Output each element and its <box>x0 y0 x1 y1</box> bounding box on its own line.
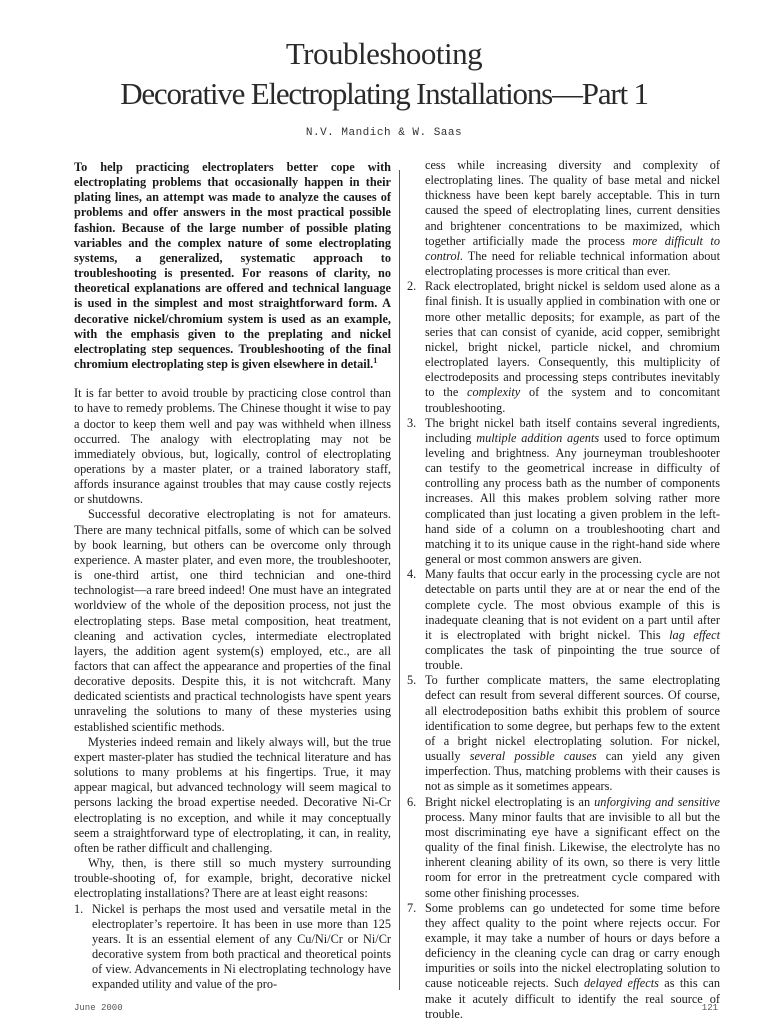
emphasis: unforgiving and sensitive <box>594 794 720 809</box>
right-column <box>407 158 720 1022</box>
list-number: 3. <box>407 415 417 430</box>
column-divider <box>399 170 400 990</box>
emphasis: more difficult to control. <box>425 233 720 263</box>
paragraph-4: Why, then, is there still so much mystery surrounding trouble-shooting of, for example, bright, decorative nickel electroplating installations? There are at least eight reasons: <box>74 856 391 901</box>
abstract <box>74 160 391 372</box>
emphasis: lag effect <box>669 627 720 642</box>
article-title-line1: Troubleshooting <box>285 36 483 71</box>
footer-date: June 2000 <box>74 1003 123 1013</box>
list-item-1-text: Nickel is perhaps the most used and versatile metal in the electroplater’s repertoire. It has been in use more than 125 years. It is an essential element of any Cu/Ni/Cr or Ni/Cr decorative system from both practical and theoretical points of view. Advancements in Ni electroplating technology have expanded utility and value of the pro- <box>92 901 391 992</box>
left-column <box>74 160 391 992</box>
list-item-3: 3. The bright nickel bath itself contains several ingredients, including multiple addition agents used to force optimum leveling and brightness. Any journeyman troubleshooter can testify to the geometrical increase in difficulty of controlling any process bath as the number of components increases. All this makes problem solving rather more complicated than just locating a given problem in the left-hand side of a column on a troubleshooting chart and matching it to its unique cause in the right-hand side where general or most common answers are given. <box>407 415 720 567</box>
list-item-1 <box>74 902 391 993</box>
article-title-line2: Decorative Electroplating Installations—Part 1 <box>120 76 648 111</box>
list-item-2: 2. Rack electroplated, bright nickel is seldom used alone as a final finish. It is usually applied in combination with one or more other metallic deposits; for example, as part of the series that can consist of cyanide, acid copper, semibright nickel, bright nickel, particle nickel, and chromium electroplated layers. Consequently, this multiplicity of electrodeposits and processing steps contributes inevitably to the complexity of the system and to concomitant troubleshooting. <box>407 279 720 415</box>
paragraph-2: Successful decorative electroplating is not for amateurs. There are many technical pitfalls, some of which can be solved by book learning, but others can be overcome only through experience. A master plater, and even more, the troubleshooter, is one-third artist, one third technician and one-third technologist—a rare breed indeed! One must have an integrated worldview of the whole of the deposition process, not just the electroplating steps. Base metal composition, heat treatment, cleaning and activation cycles, intermediate electroplated layers, the addition agent system(s) employed, etc., are all factors that can affect the appearance and properties of the final decorative deposits. Despite this, it is not witchcraft. Many dedicated scientists and practical technologists have spent years unraveling the solutions to many of these mysteries using established scientific methods. <box>74 507 391 734</box>
abstract-text: To help practicing electroplaters better cope with electroplating problems that occasionally happen in their plating lines, an attempt was made to analyze the causes of problems and offer answers in the most practical possible fashion. Because of the large number of possible plating variables and the complex nature of some electroplating systems, a generalized, systematic approach to troubleshooting is presented. For reasons of clarity, no theoretical explanations are offered and technical language is used in the simplest and most straightforward form. A decorative nickel/chromium system is used as an example, with the emphasis given to the preplating and nickel electroplating step sequences. Troubleshooting of the final chromium electroplating step is given elsewhere in detail. <box>74 160 391 372</box>
paragraph-1: It is far better to avoid trouble by practicing close control than to have to remedy problems. The Chinese thought it wise to pay a doctor to keep them well and pay was withheld when illness occurred. The analogy with electroplating may not be immediately obvious, but, logically, control of electroplating operations by a master plater, or a trained laboratory staff, affords insurance against troubles that may cause costly rejects or shutdowns. <box>74 386 391 507</box>
list-number: 6. <box>407 794 417 809</box>
list-number: 2. <box>407 279 417 294</box>
list-item-5: 5. To further complicate matters, the same electroplating defect can result from several different sources. Of course, all electrodeposition baths exhibit this problem of source identification to some degree, but perhaps few to the extent of a bright nickel electroplating solution. For nickel, usually several possible causes can yield any given imperfection. Thus, matching problems with their causes is not as simple as it sometimes appears. <box>407 673 720 794</box>
list-number: 7. <box>407 900 417 915</box>
emphasis: delayed effects <box>583 976 659 991</box>
article-authors: N.V. Mandich & W. Saas <box>305 127 463 139</box>
list-item-4: 4. Many faults that occur early in the processing cycle are not detectable on parts until they are at or near the end of the complete cycle. The most obvious example of this is inadequate cleaning that is not evident on a part until after it is electroplated with bright nickel. This lag effect complicates the task of pinpointing the true source of trouble. <box>407 567 720 673</box>
emphasis: several possible causes <box>469 749 597 764</box>
list-item-7: 7. Some problems can go undetected for some time before they affect quality to the point where rejects occur. For example, it may take a number of hours or days before a deficiency in the cleaning cycle can drag or carry enough impurities or soils into the nickel electroplating solution to cause noticeable rejects. Such delayed effects as this can make it acutely difficult to identify the real source of trouble. <box>407 900 720 1021</box>
emphasis: complexity <box>467 385 521 400</box>
list-item-6: 6. Bright nickel electroplating is an unforgiving and sensitive process. Many minor faults that are invisible to all but the most discriminating eye have a significant effect on the quality of the final finish. Likewise, the electrolyte has no inherent cleaning ability of its own, so there is very little room for error in the pretreatment cycle compared with some other finishing processes. <box>407 794 720 900</box>
list-number: 1. <box>74 901 84 916</box>
abstract-reference: 1 <box>373 355 378 365</box>
list-number: 4. <box>407 567 417 582</box>
list-item-1-continued: cess while increasing diversity and complexity of electroplating lines. The quality of base metal and nickel thickness have been kept barely acceptable. This in turn caused the speed of electroplating lines, current densities and brightener concentrations to be maximized, which together artificially made the process more difficult to control. The need for reliable technical information about electroplating processes is more critical than ever. <box>425 158 720 279</box>
emphasis: multiple addition agents <box>476 430 600 445</box>
list-number: 5. <box>407 673 417 688</box>
paragraph-3: Mysteries indeed remain and likely always will, but the true expert master-plater has studied the technical literature and has solutions to many problems at his fingertips. True, it may appear magical, but advanced technology will seem magical to persons lacking the broad expertise needed. Decorative Ni-Cr electroplating is no exception, and while it may conceptually seem a straightforward type of electroplating, it can, in reality, often be rather difficult and challenging. <box>74 734 391 855</box>
page-number: 121 <box>701 1003 718 1013</box>
